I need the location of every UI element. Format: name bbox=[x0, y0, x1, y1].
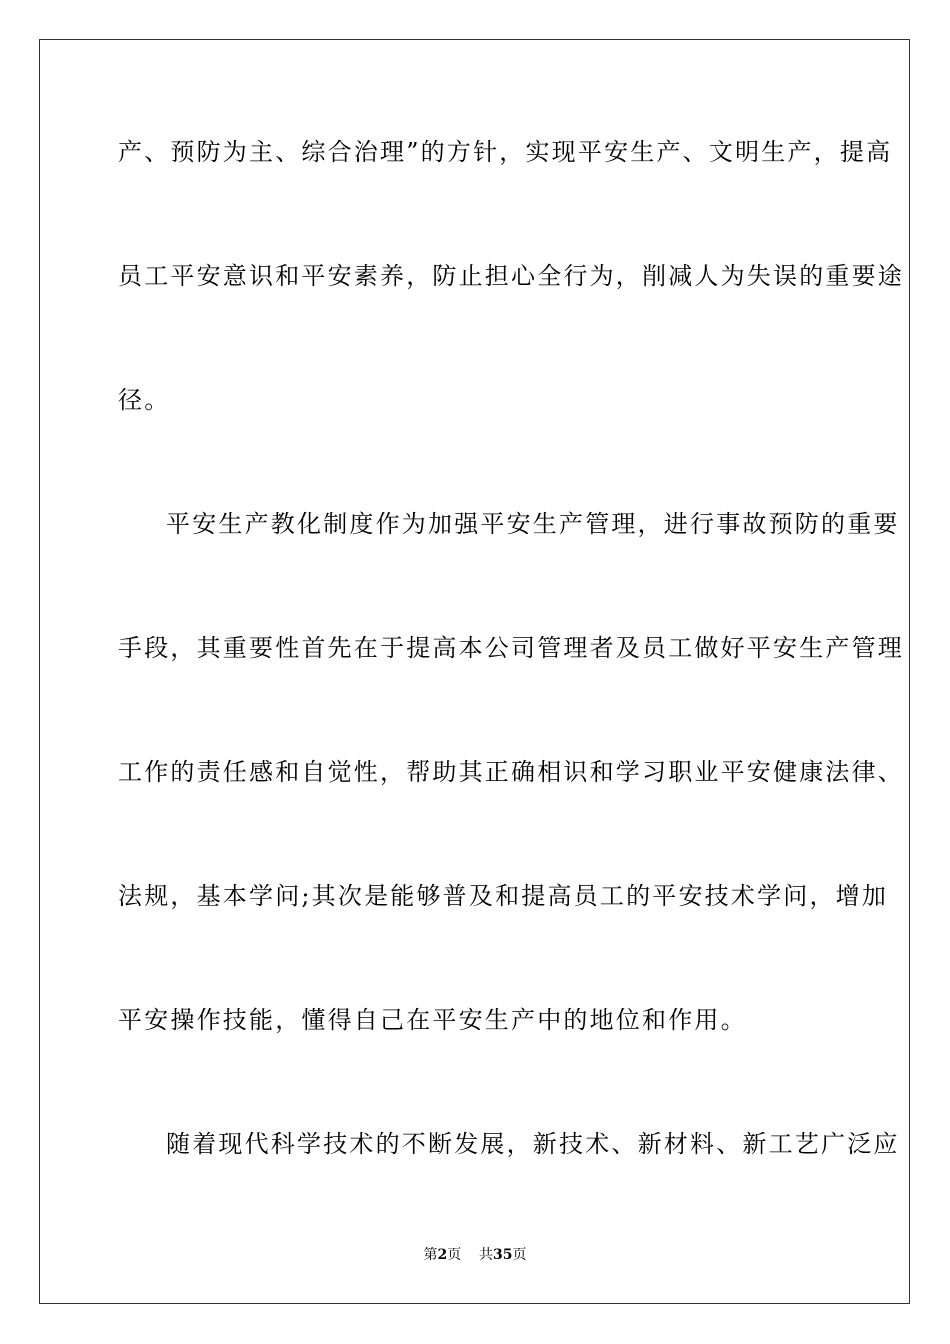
paragraph-line-4: 平安生产教化制度作为加强平安生产管理，进行事故预防的重要 bbox=[166, 510, 900, 538]
page-footer bbox=[0, 1246, 950, 1264]
footer-total-suffix: 页 bbox=[512, 1247, 527, 1263]
paragraph-line-8: 平安操作技能，懂得自己在平安生产中的地位和作用。 bbox=[118, 1006, 747, 1034]
footer-page-number: 2 bbox=[437, 1247, 448, 1263]
footer-total-pages: 35 bbox=[493, 1247, 513, 1263]
footer-page-suffix: 页 bbox=[447, 1247, 462, 1263]
paragraph-line-1: 产、预防为主、综合治理”的方针，实现平安生产、文明生产，提高 bbox=[118, 138, 893, 166]
paragraph-line-2: 员工平安意识和平安素养，防止担心全行为，削减人为失误的重要途 bbox=[118, 262, 904, 290]
paragraph-line-6: 工作的责任感和自觉性，帮助其正确相识和学习职业平安健康法律、 bbox=[118, 758, 904, 786]
paragraph-line-5: 手段，其重要性首先在于提高本公司管理者及员工做好平安生产管理 bbox=[118, 634, 904, 662]
paragraph-line-3: 径。 bbox=[118, 386, 171, 414]
paragraph-line-7: 法规，基本学问;其次是能够普及和提高员工的平安技术学问，增加 bbox=[118, 882, 889, 910]
page-border bbox=[39, 39, 910, 1304]
footer-total-prefix: 共 bbox=[479, 1247, 494, 1263]
footer-page-prefix: 第 bbox=[423, 1247, 438, 1263]
paragraph-line-9: 随着现代科学技术的不断发展，新技术、新材料、新工艺广泛应 bbox=[166, 1130, 900, 1158]
